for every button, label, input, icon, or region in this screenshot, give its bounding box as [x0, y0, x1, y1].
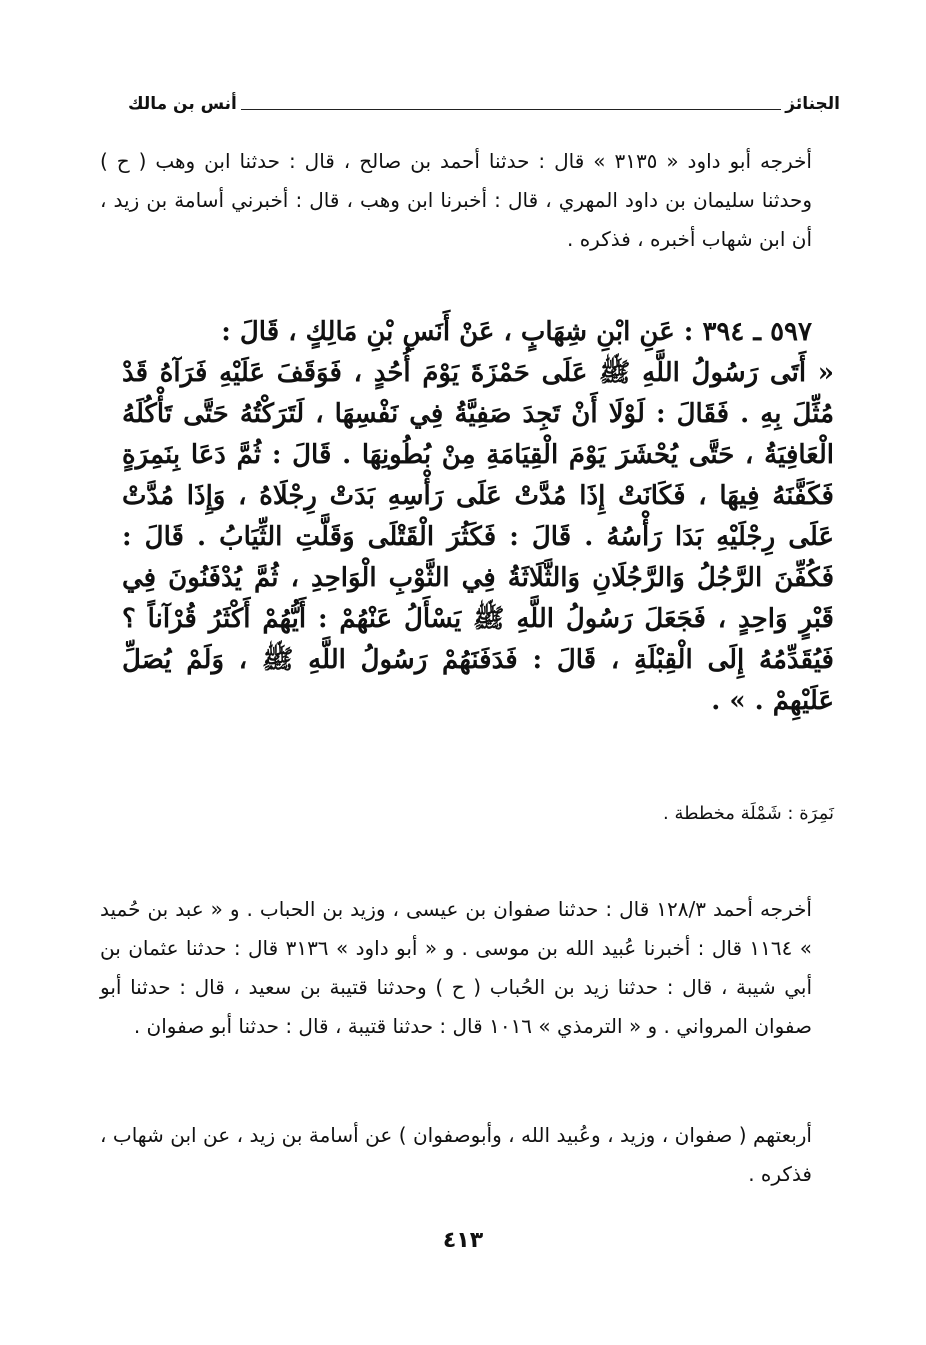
hadith-text: « أَتَى رَسُولُ اللَّهِ ﷺ عَلَى حَمْزَةَ يَوْمَ أُحُدٍ ، فَوَقَفَ عَلَيْهِ فَرَآهُ قَدْ مُثِّلَ بِهِ . فَقَالَ : لَوْلَا أَنْ تَجِدَ صَفِيَّةُ فِي نَفْسِهَا ، لَتَرَكْتُهُ حَتَّى تَأْكُلَهُ الْعَافِيَةُ ، حَتَّى يُحْشَرَ يَوْمَ الْقِيَامَةِ مِنْ بُطُونِهَا . قَالَ : ثُمَّ دَعَا بِنَمِرَةٍ فَكَفَّنَهُ فِيهَا ، فَكَانَتْ إِذَا مُدَّتْ عَلَى رَأْسِهِ بَدَتْ رِجْلَاهُ ، وَإِذَا مُدَّتْ عَلَى رِجْلَيْهِ بَدَا رَأْسُهُ . قَالَ : فَكَثُرَ الْقَتْلَى وَقَلَّتِ الثِّيَابُ . قَالَ : فَكُفِّنَ الرَّجُلُ وَالرَّجُلَانِ وَالثَّلَاثَةُ فِي الثَّوْبِ الْوَاحِدِ ، ثُمَّ يُدْفَنُونَ فِي قَبْرٍ وَاحِدٍ ، فَجَعَلَ رَسُولُ اللَّهِ ﷺ يَسْأَلُ عَنْهُمْ : أَيُّهُمْ أَكْثَرُ قُرْآناً ؟ فَيُقَدِّمُهُ إِلَى الْقِبْلَةِ ، قَالَ : فَدَفَنَهُمْ رَسُولُ اللَّهِ ﷺ ، وَلَمْ يُصَلِّ عَلَيْهِمْ . » . — [122, 358, 835, 716]
narrator-title: أنس بن مالك — [128, 94, 237, 114]
page-number: ٤١٣ — [442, 1228, 484, 1253]
takhrij-paragraph-2: أخرجه أحمد ١٢٨/٣ قال : حدثنا صفوان بن عيسى ، وزيد بن الحباب . و « عبد بن حُميد » ١١٦٤ قال : أخبرنا عُبيد الله بن موسى . و « أبو داود » ٣١٣٦ قال : حدثنا عثمان بن أبي شيبة ، قال : حدثنا زيد بن الحُباب ( ح ) وحدثنا قتيبة بن سعيد ، قال : حدثنا أبو صفوان المرواني . و « الترمذي » ١٠١٦ قال : حدثنا قتيبة ، قال : حدثنا أبو صفوان . — [100, 897, 813, 1038]
takhrij-paragraph-1: أخرجه أبو داود « ٣١٣٥ » قال : حدثنا أحمد بن صالح ، قال : حدثنا ابن وهب ( ح ) وحدثنا سليمان بن داود المهري ، قال : أخبرنا ابن وهب ، قال : أخبرني أسامة بن زيد ، أن ابن شهاب أخبره ، فذكره . — [100, 149, 812, 251]
chapter-title: الجنائز — [785, 94, 840, 114]
hadith-heading: ٥٩٧ ـ ٣٩٤ : عَنِ ابْنِ شِهَابٍ ، عَنْ أَنَسِ بْنِ مَالِكٍ ، قَالَ : — [221, 317, 812, 347]
header-rule — [241, 109, 781, 110]
gloss-note: نَمِرَة : شَمْلَة مخططة . — [663, 803, 834, 824]
running-header — [128, 86, 840, 114]
takhrij-summary: أربعتهم ( صفوان ، وزيد ، وعُبيد الله ، وأبوصفوان ) عن أسامة بن زيد ، عن ابن شهاب ، فذكره . — [100, 1123, 812, 1186]
hadith-597 — [122, 312, 834, 722]
